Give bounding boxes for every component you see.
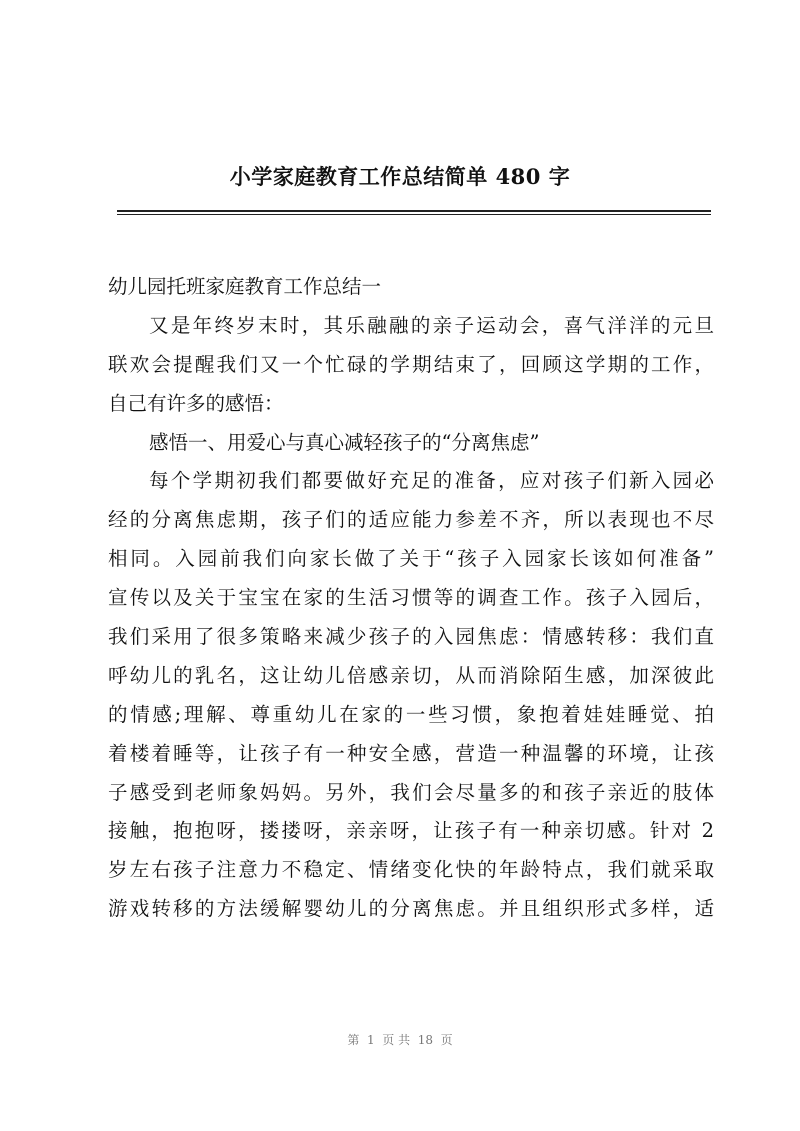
body-line: 经的分离焦虑期，孩子们的适应能力参差不齐，所以表现也不尽 bbox=[108, 508, 714, 532]
body-line: 游戏转移的方法缓解婴幼儿的分离焦虑。并且组织形式多样，适 bbox=[108, 897, 714, 921]
body-line: 子感受到老师象妈妈。另外，我们会尽量多的和孩子亲近的肢体 bbox=[108, 780, 714, 804]
page-footer: 第 1 页 共 18 页 bbox=[347, 1033, 453, 1047]
document-body bbox=[108, 268, 714, 929]
subsection-heading: 感悟一、用爱心与真心减轻孩子的“分离焦虑” bbox=[149, 430, 540, 454]
body-line: 岁左右孩子注意力不稳定、情绪变化快的年龄特点，我们就采取 bbox=[108, 858, 714, 882]
body-line: 接触，抱抱呀，搂搂呀，亲亲呀，让孩子有一种亲切感。针对 2 bbox=[108, 819, 714, 843]
body-line: 每个学期初我们都要做好充足的准备，应对孩子们新入园必 bbox=[149, 469, 714, 493]
body-line: 自己有许多的感悟： bbox=[108, 391, 284, 415]
body-line: 又是年终岁末时，其乐融融的亲子运动会，喜气洋洋的元旦 bbox=[149, 313, 714, 337]
section-heading: 幼儿园托班家庭教育工作总结一 bbox=[108, 275, 382, 298]
body-line: 我们采用了很多策略来减少孩子的入园焦虑：情感转移：我们直 bbox=[108, 625, 714, 649]
body-line: 宣传以及关于宝宝在家的生活习惯等的调查工作。孩子入园后， bbox=[108, 586, 714, 610]
document-title: 小学家庭教育工作总结简单 480 字 bbox=[229, 164, 571, 189]
body-line: 着楼着睡等，让孩子有一种安全感，营造一种温馨的环境，让孩 bbox=[108, 741, 714, 765]
title-rule-thin bbox=[117, 214, 711, 215]
body-line: 联欢会提醒我们又一个忙碌的学期结束了，回顾这学期的工作， bbox=[108, 352, 714, 376]
body-line: 呼幼儿的乳名，这让幼儿倍感亲切，从而消除陌生感，加深彼此 bbox=[108, 663, 714, 687]
title-rule-thick bbox=[117, 210, 711, 212]
body-line: 的情感;理解、尊重幼儿在家的一些习惯，象抱着娃娃睡觉、拍 bbox=[108, 702, 714, 726]
body-line: 相同。入园前我们向家长做了关于“孩子入园家长该如何准备” bbox=[108, 547, 714, 571]
